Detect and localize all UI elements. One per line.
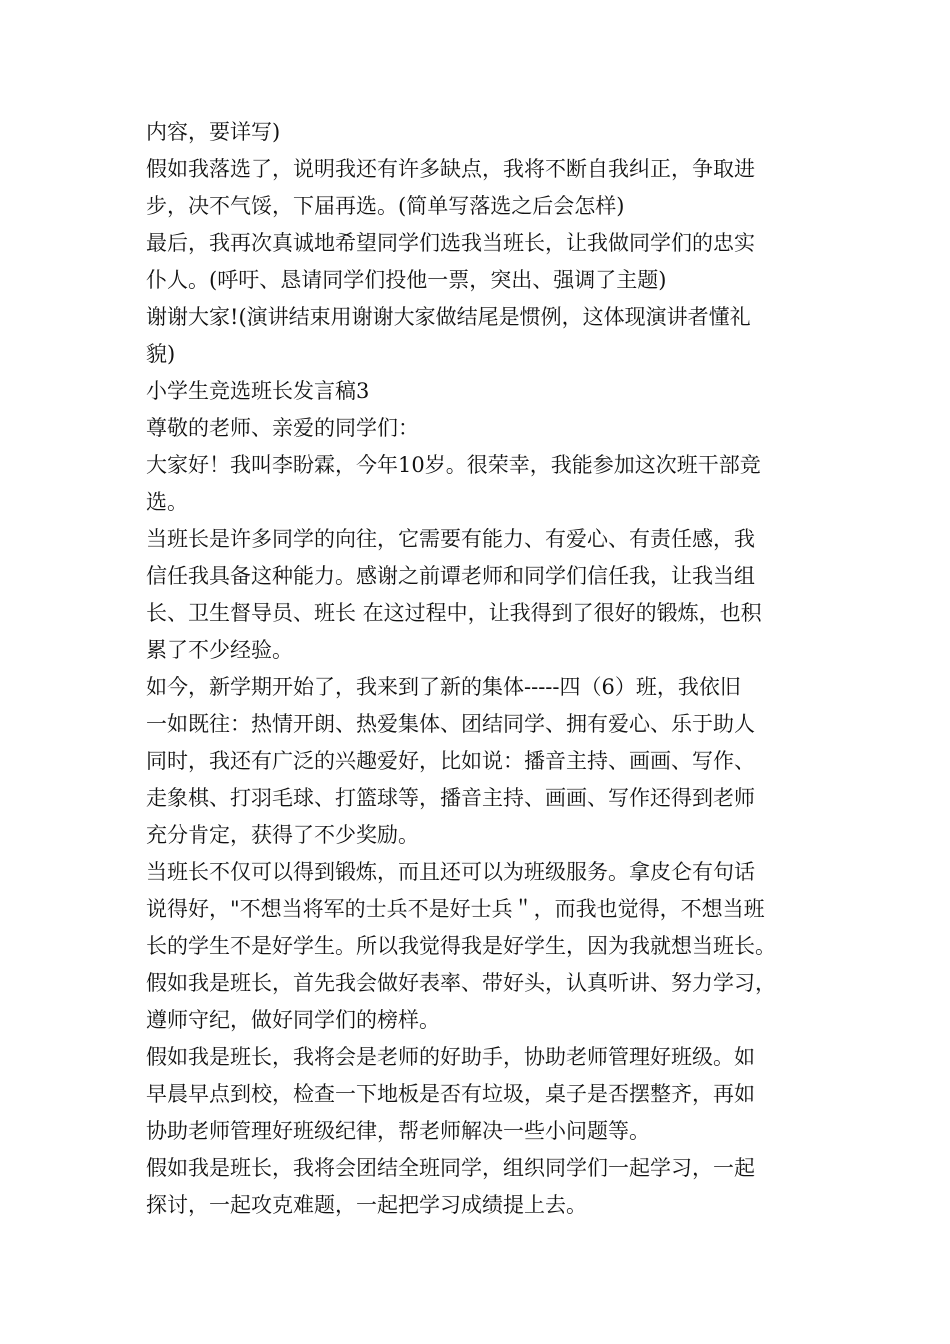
text-line: 最后，我再次真诚地希望同学们选我当班长，让我做同学们的忠实 <box>146 231 755 255</box>
text-line: 貌) <box>146 342 176 366</box>
text-line: 早晨早点到校，检查一下地板是否有垃圾，桌子是否摆整齐，再如 <box>146 1082 755 1106</box>
text-line: 当班长不仅可以得到锻炼，而且还可以为班级服务。拿皮仑有句话 <box>146 860 755 884</box>
text-line: 一如既往：热情开朗、热爱集体、团结同学、拥有爱心、乐于助人 <box>146 712 755 736</box>
text-line: 同时，我还有广泛的兴趣爱好，比如说：播音主持、画画、写作、 <box>146 749 755 773</box>
text-line: 长、卫生督导员、班长 在这过程中，让我得到了很好的锻炼，也积 <box>146 601 762 625</box>
text-line: 信任我具备这种能力。感谢之前谭老师和同学们信任我，让我当组 <box>146 564 755 588</box>
text-line: 当班长是许多同学的向往，它需要有能力、有爱心、有责任感，我 <box>146 527 755 551</box>
text-line: 选。 <box>146 490 188 514</box>
section-title: 小学生竞选班长发言稿3 <box>146 379 370 403</box>
document-body <box>146 114 826 1224</box>
text-line: 累了不少经验。 <box>146 638 293 662</box>
text-line: 如今，新学期开始了，我来到了新的集体-----四（6）班，我依旧 <box>146 675 741 699</box>
text-line: 走象棋、打羽毛球、打篮球等，播音主持、画画、写作还得到老师 <box>146 786 755 810</box>
text-line: 假如我是班长，我将会团结全班同学，组织同学们一起学习，一起 <box>146 1156 755 1180</box>
text-line: 仆人。(呼吁、恳请同学们投他一票，突出、强调了主题) <box>146 268 667 292</box>
text-line: 长的学生不是好学生。所以我觉得我是好学生，因为我就想当班长。 <box>146 934 776 958</box>
text-line: 充分肯定，获得了不少奖励。 <box>146 823 419 847</box>
text-line: 假如我是班长，首先我会做好表率、带好头，认真听讲、努力学习， <box>146 971 776 995</box>
text-line: 协助老师管理好班级纪律，帮老师解决一些小问题等。 <box>146 1119 650 1143</box>
text-line: 内容，要详写) <box>146 120 281 144</box>
text-line: 探讨，一起攻克难题，一起把学习成绩提上去。 <box>146 1193 587 1217</box>
text-line: 遵师守纪，做好同学们的榜样。 <box>146 1008 440 1032</box>
text-line: 谢谢大家!(演讲结束用谢谢大家做结尾是惯例，这体现演讲者懂礼 <box>146 305 751 329</box>
text-line: 说得好，"不想当将军的士兵不是好士兵＂，而我也觉得，不想当班 <box>146 897 765 921</box>
text-line: 大家好！我叫李盼霖，今年10岁。很荣幸，我能参加这次班干部竞 <box>146 453 761 477</box>
salutation: 尊敬的老师、亲爱的同学们： <box>146 416 419 440</box>
text-line: 假如我是班长，我将会是老师的好助手，协助老师管理好班级。如 <box>146 1045 755 1069</box>
text-line: 步，决不气馁，下届再选。(简单写落选之后会怎样) <box>146 194 625 218</box>
text-line: 假如我落选了，说明我还有许多缺点，我将不断自我纠正，争取进 <box>146 157 755 181</box>
